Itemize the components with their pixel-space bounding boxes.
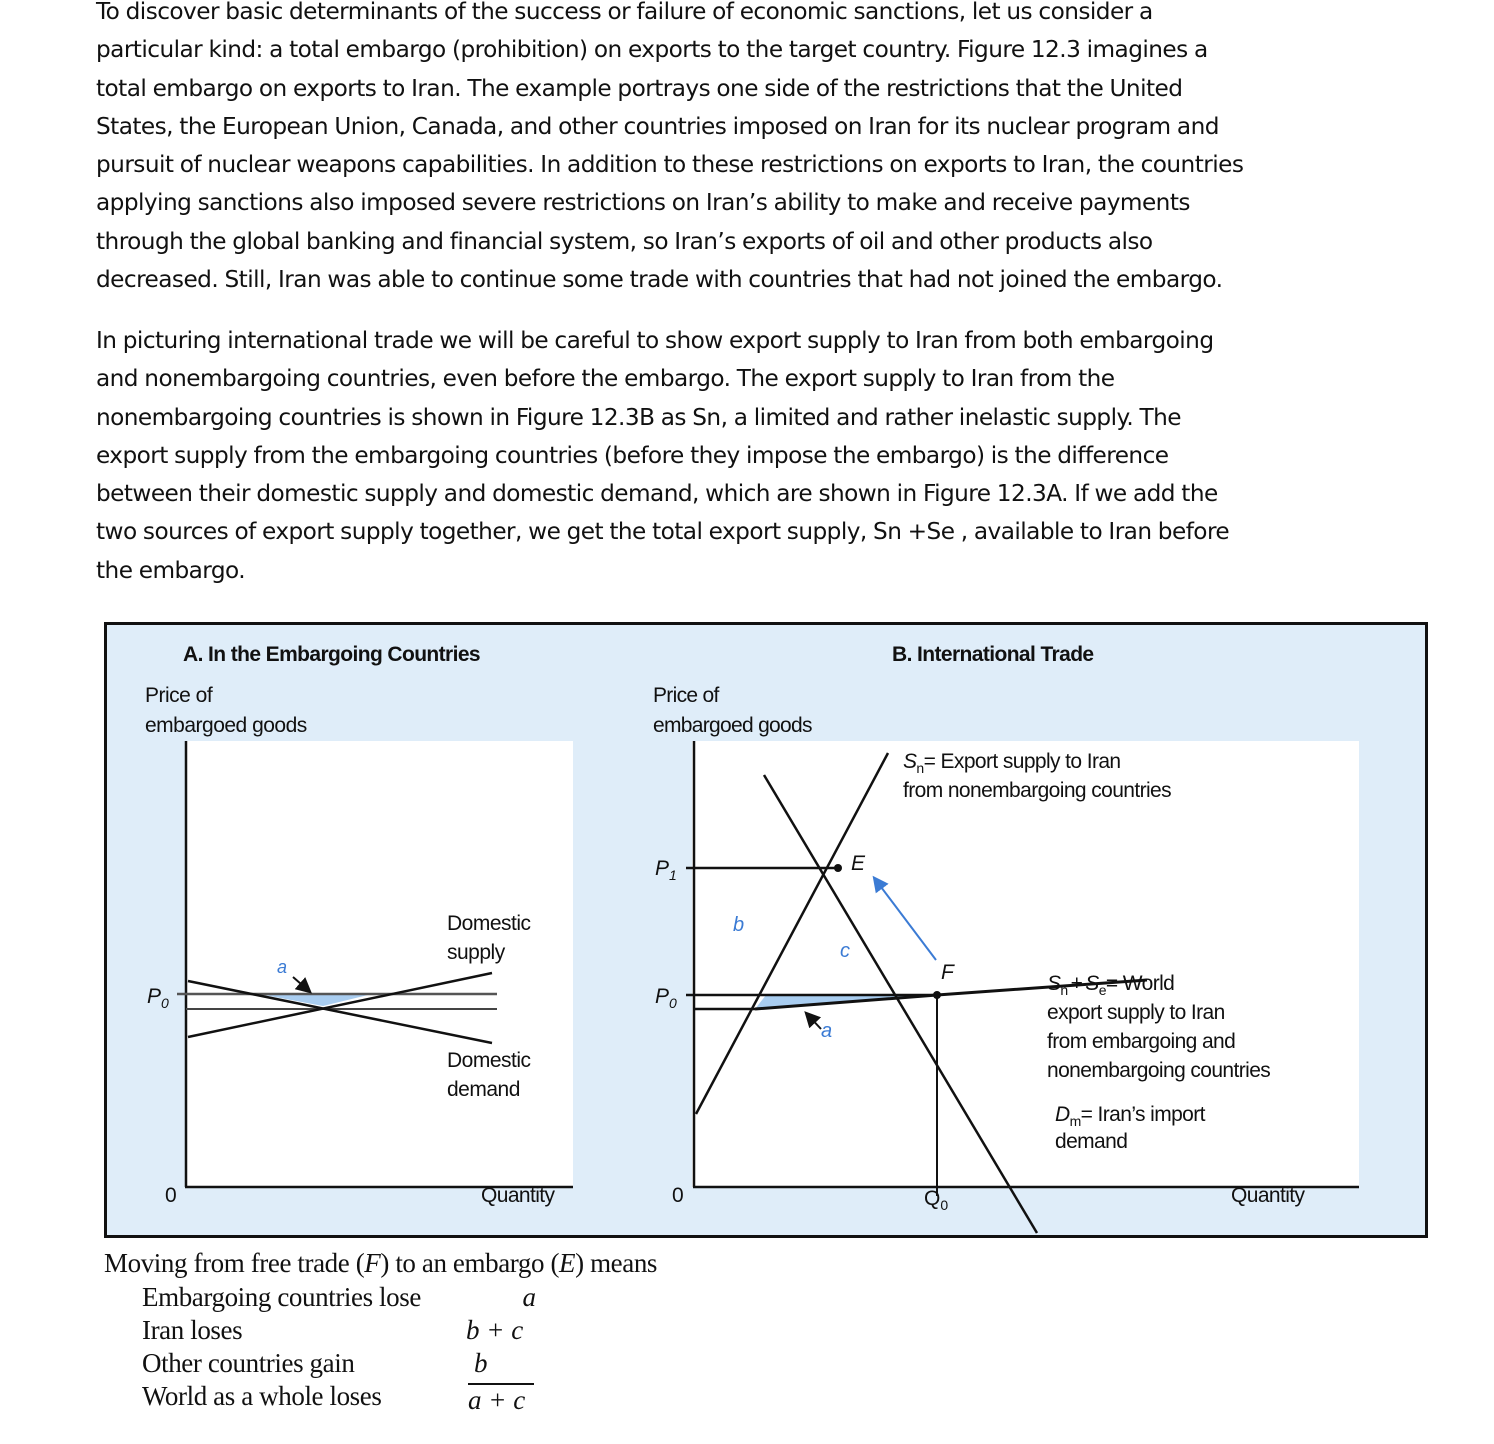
panel-b-world-supply-label-line4: nonembargoing countries — [1047, 1059, 1271, 1082]
paragraph-line: total embargo on exports to Iran. The example portrays one side of the restrictions that the United — [96, 74, 1183, 102]
panel-b-area-a-label: a — [821, 1020, 833, 1042]
panel-a-xlabel: Quantity — [481, 1184, 555, 1207]
panel-b-plot-area — [692, 741, 1359, 1187]
panel-a-ylabel-line2: embargoed goods — [145, 714, 307, 737]
panel-b-ylabel-line2: embargoed goods — [653, 714, 812, 737]
panel-a-p0-label: $P_0$ — [147, 985, 169, 1011]
paragraph-line: applying sanctions also imposed severe restrictions on Iran’s ability to make and receive payments — [96, 189, 1190, 217]
summary-heading: Moving from free trade (F) to an embargo (E) means — [104, 1248, 658, 1278]
summary-value-iran: b + c — [466, 1315, 524, 1345]
paragraph-line: decreased. Still, Iran was able to continue some trade with countries that had not joined the embargo. — [96, 266, 1223, 294]
paragraph-line: In picturing international trade we will be careful to show export supply to Iran from both embargoing — [96, 327, 1214, 354]
panel-b-point-f — [933, 991, 941, 999]
panel-a-supply-label-line2: supply — [447, 941, 505, 964]
paragraph-line: pursuit of nuclear weapons capabilities. In addition to these restrictions on exports to Iran, the countries — [96, 151, 1244, 179]
paragraph-line: export supply from the embargoing countries (before they impose the embargo) is the difference — [96, 441, 1169, 469]
paragraph-line: through the global banking and financial system, so Iran’s exports of oil and other products also — [96, 227, 1153, 255]
paragraph-sanctions-intro — [96, 0, 1356, 299]
figure-embargo-diagram — [104, 622, 1428, 1238]
summary-row-other-countries: Other countries gain — [142, 1348, 355, 1378]
panel-a-area-a-label: a — [277, 957, 288, 977]
panel-b-world-supply-label-line2: export supply to Iran — [1047, 1001, 1225, 1024]
summary-value-world: a + c — [468, 1385, 526, 1415]
panel-b-q0-label: $Q_0$ — [924, 1187, 949, 1213]
panel-b-dm-label-line2: demand — [1055, 1130, 1128, 1153]
panel-b-area-c-label: c — [840, 940, 850, 962]
panel-b-point-e-label: E — [851, 852, 866, 875]
panel-b-point-e — [834, 864, 842, 872]
panel-b-title: B. International Trade — [892, 643, 1094, 666]
panel-a-ylabel-line1: Price of — [145, 684, 213, 707]
panel-a-demand-label-line1: Domestic — [447, 1049, 531, 1072]
panel-b-sn-label-line1: $S_n=$ Export supply to Iran — [903, 750, 1121, 776]
panel-b-xlabel: Quantity — [1231, 1184, 1305, 1207]
summary-row-iran: Iran loses — [142, 1315, 243, 1345]
panel-a-supply-label-line1: Domestic — [447, 912, 531, 935]
panel-b-world-supply-label-line1: $S_n + S_e=$ World — [1047, 972, 1175, 998]
paragraph-line: between their domestic supply and domestic demand, which are shown in Figure 12.3A. If we add the — [96, 480, 1218, 508]
paragraph-line: To discover basic determinants of the success or failure of economic sanctions, let us consider a — [96, 0, 1153, 25]
paragraph-line: particular kind: a total embargo (prohibition) on exports to the target country. Figure 12.3 imagines a — [96, 36, 1208, 64]
summary-value-other-countries: b — [474, 1348, 488, 1378]
panel-a-demand-label-line2: demand — [447, 1078, 520, 1101]
panel-b-p0-label: $P_0$ — [655, 985, 677, 1011]
panel-b-p1-label: $P_1$ — [655, 857, 677, 883]
panel-a — [145, 643, 573, 1207]
panel-a-origin-label: 0 — [165, 1184, 177, 1207]
paragraph-line: the embargo. — [96, 556, 246, 584]
panel-b-dm-label-line1: $D_m=$ Iran’s import — [1055, 1103, 1205, 1129]
panel-a-title: A. In the Embargoing Countries — [183, 643, 481, 666]
summary-value-embargoing-countries: a — [522, 1282, 536, 1312]
panel-a-plot-area — [185, 741, 573, 1187]
panel-b-sn-label-line2: from nonembargoing countries — [903, 779, 1172, 802]
paragraph-line: nonembargoing countries is shown in Figure 12.3B as Sn, a limited and rather inelastic supply. The — [96, 403, 1181, 431]
panel-b-origin-label: 0 — [672, 1184, 684, 1207]
paragraph-line: and nonembargoing countries, even before the embargo. The export supply to Iran from the — [96, 365, 1115, 393]
figure-canvas — [107, 625, 1425, 1235]
paragraph-line: two sources of export supply together, we get the total export supply, Sn +Se , available to Iran before — [96, 518, 1230, 546]
summary-row-embargoing-countries: Embargoing countries lose — [142, 1282, 421, 1312]
panel-b-ylabel-line1: Price of — [653, 684, 719, 707]
panel-b-point-f-label: F — [941, 961, 954, 984]
summary-row-world: World as a whole loses — [142, 1381, 382, 1411]
paragraph-export-supply — [96, 322, 1356, 590]
paragraph-line: States, the European Union, Canada, and other countries imposed on Iran for its nuclear program and — [96, 112, 1219, 140]
panel-b-world-supply-label-line3: from embargoing and — [1047, 1030, 1236, 1053]
panel-b-area-b-label: b — [733, 914, 745, 936]
panel-b — [653, 643, 1359, 1233]
